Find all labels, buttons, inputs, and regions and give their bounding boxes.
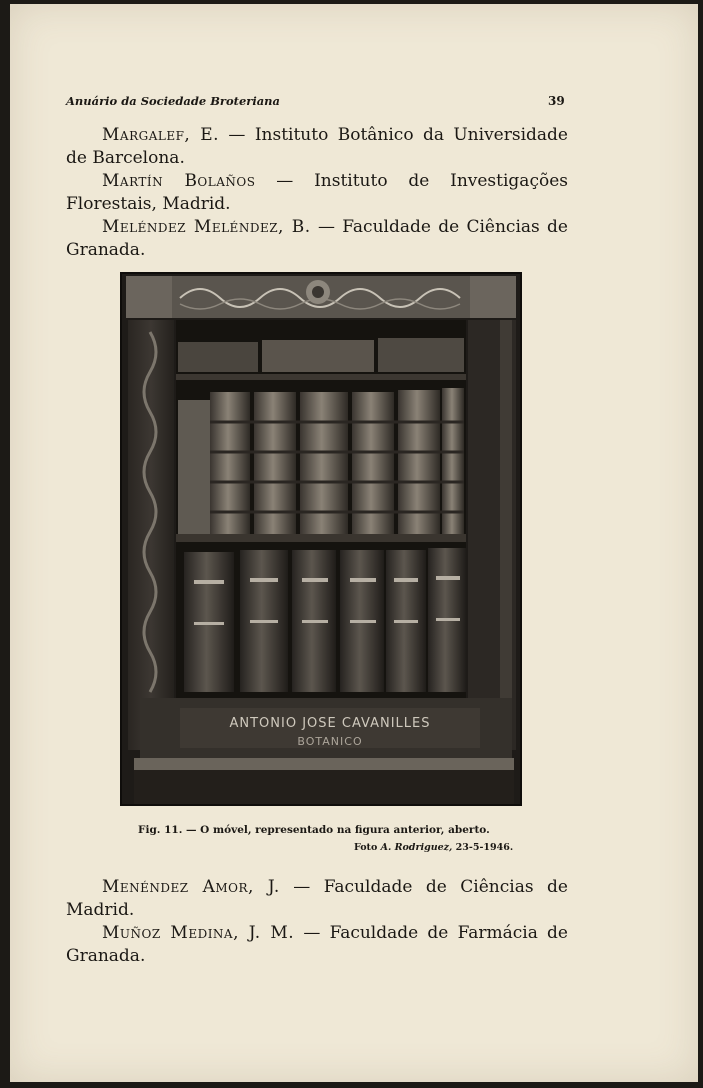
entry-melendez <box>66 216 568 262</box>
running-header: Anuário da Sociedade Broteriana <box>66 94 280 108</box>
entry-affiliation: — Instituto Botânico da Universidade de Barcelona. <box>66 125 568 168</box>
entries-bottom <box>66 876 568 968</box>
entries-top <box>66 124 568 262</box>
entry-menendez-amor <box>66 876 568 922</box>
page-number: 39 <box>548 94 565 108</box>
document-page <box>10 4 698 1082</box>
entry-name: Menéndez Amor, J. <box>102 877 280 897</box>
photo-credit <box>354 842 513 853</box>
entry-name: Muñoz Medina, J. M. <box>102 923 295 943</box>
credit-author: A. Rodriguez, <box>380 842 453 853</box>
entry-affiliation: — Instituto de Investigações Florestais, Madrid. <box>66 171 568 214</box>
plaque-line2: BOTANICO <box>297 735 363 748</box>
credit-date: 23-5-1946. <box>452 842 514 853</box>
credit-prefix: Foto <box>354 842 381 853</box>
entry-affiliation: — Faculdade de Ciências de Madrid. <box>66 877 568 920</box>
entry-name: Margalef, E. <box>102 125 220 145</box>
entry-affiliation: — Faculdade de Farmácia de Granada. <box>66 923 568 966</box>
plaque-line1: ANTONIO JOSE CAVANILLES <box>229 716 431 731</box>
entry-name: Meléndez Meléndez, B. <box>102 217 311 237</box>
entry-martin-bolanos <box>66 170 568 216</box>
figure-caption: Fig. 11. — O móvel, representado na figura anterior, aberto. <box>138 824 490 836</box>
figure-photo-bookcase <box>120 272 522 806</box>
entry-munoz-medina <box>66 922 568 968</box>
entry-name: Martín Bolaños <box>102 171 256 191</box>
entry-affiliation: — Faculdade de Ciências de Granada. <box>66 217 568 260</box>
entry-margalef <box>66 124 568 170</box>
